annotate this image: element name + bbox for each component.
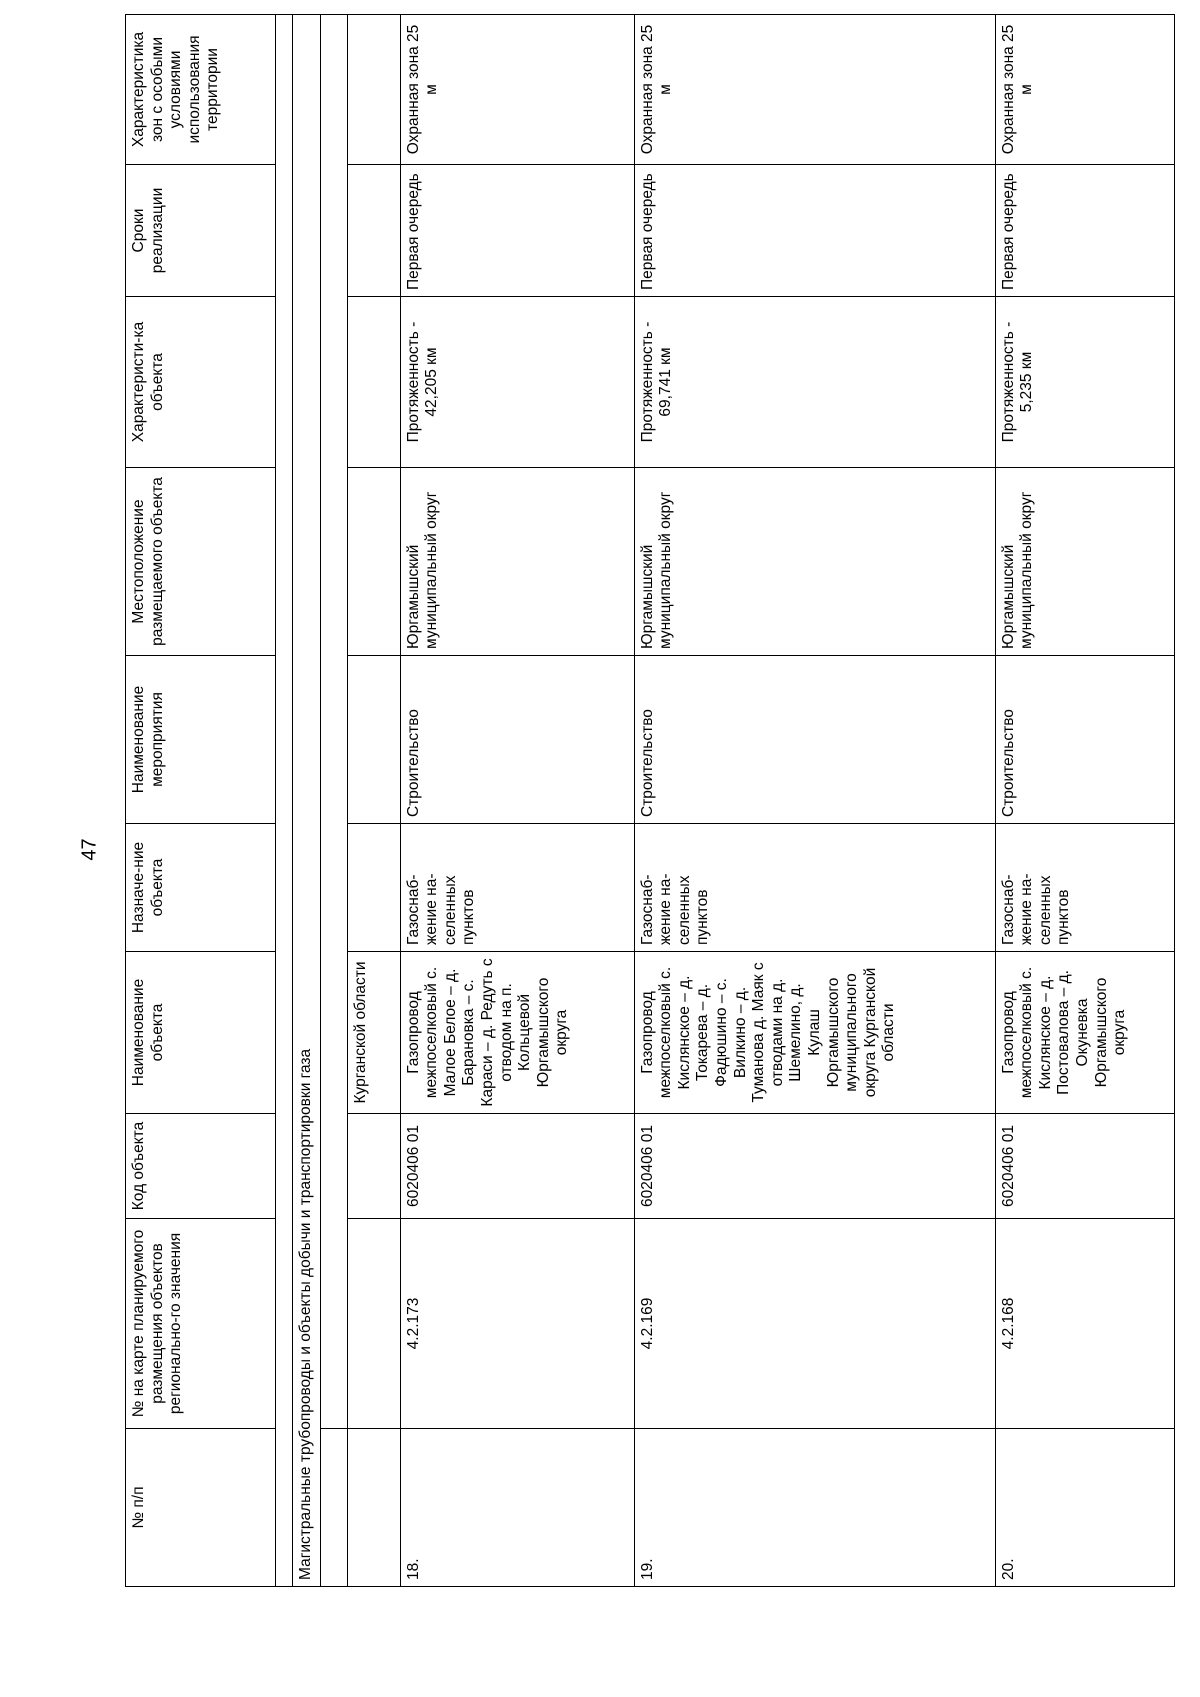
row-zone: Охранная зона 25 м [634, 15, 995, 165]
header-code: Код объекта [126, 1114, 276, 1219]
row-characteristic: Протяженность - 69,741 км [634, 297, 995, 468]
header-name: Наименование объекта [126, 952, 276, 1114]
region-note: Курганской области [347, 952, 400, 1114]
header-action: Наименование мероприятия [126, 656, 276, 824]
header-row [126, 15, 276, 1587]
region-row [347, 15, 400, 1587]
row-code: 6020406 01 [995, 1114, 1174, 1219]
spacer-row [276, 15, 293, 1587]
header-purpose: Назначе-ние объекта [126, 824, 276, 952]
header-zone: Характеристика зон с особыми условиями использования территории [126, 15, 276, 165]
header-location: Местоположение размещаемого объекта [126, 468, 276, 656]
table-row [995, 15, 1174, 1587]
row-action: Строительство [995, 656, 1174, 824]
row-characteristic: Протяженность - 42,205 км [400, 297, 634, 468]
row-characteristic: Протяженность - 5,235 км [995, 297, 1174, 468]
page-number: 47 [78, 838, 101, 861]
header-term: Сроки реализации [126, 165, 276, 297]
row-name: Газопровод межпоселковый с. Кислянское – д. Постовалова – д. Окуневка Юргамышского округа [995, 952, 1174, 1114]
row-purpose: Газоснаб-жение на-селенных пунктов [995, 824, 1174, 952]
header-characteristic: Характеристи-ка объекта [126, 297, 276, 468]
row-code: 6020406 01 [634, 1114, 995, 1219]
row-zone: Охранная зона 25 м [400, 15, 634, 165]
table-row [400, 15, 634, 1587]
row-location: Юргамышский муниципальный округ [995, 468, 1174, 656]
row-location: Юргамышский муниципальный округ [634, 468, 995, 656]
section-row [293, 15, 321, 1587]
row-term: Первая очередь [995, 165, 1174, 297]
row-map-num: 4.2.173 [400, 1219, 634, 1429]
rotated-page [125, 24, 1133, 1587]
table-row [634, 15, 995, 1587]
empty-row [320, 15, 347, 1587]
row-num: 20. [995, 1429, 1174, 1587]
section-title: Магистральные трубопроводы и объекты добычи и транспортировки газа [293, 15, 321, 1587]
row-term: Первая очередь [634, 165, 995, 297]
row-action: Строительство [400, 656, 634, 824]
row-num: 18. [400, 1429, 634, 1587]
header-map-num: № на карте планируемого размещения объектов регионально-го значения [126, 1219, 276, 1429]
row-name: Газопровод межпоселковый с. Малое Белое – д. Барановка – с. Караси – д. Редуть с отводом на п. Кольцевой Юргамышского округа [400, 952, 634, 1114]
row-location: Юргамышский муниципальный округ [400, 468, 634, 656]
row-code: 6020406 01 [400, 1114, 634, 1219]
objects-table [125, 14, 1175, 1587]
row-map-num: 4.2.169 [634, 1219, 995, 1429]
row-term: Первая очередь [400, 165, 634, 297]
row-name: Газопровод межпоселковый с. Кислянское – д. Токарева – д. Фадюшино – с. Вилкино – д. Туманова д. Маяк с отводами на д. Шемелино, д. Кулаш Юргамышского муниципального округа Курганской области [634, 952, 995, 1114]
row-num: 19. [634, 1429, 995, 1587]
row-purpose: Газоснаб-жение на-селенных пунктов [634, 824, 995, 952]
header-num: № п/п [126, 1429, 276, 1587]
row-action: Строительство [634, 656, 995, 824]
row-zone: Охранная зона 25 м [995, 15, 1174, 165]
row-map-num: 4.2.168 [995, 1219, 1174, 1429]
row-purpose: Газоснаб-жение на-селенных пунктов [400, 824, 634, 952]
